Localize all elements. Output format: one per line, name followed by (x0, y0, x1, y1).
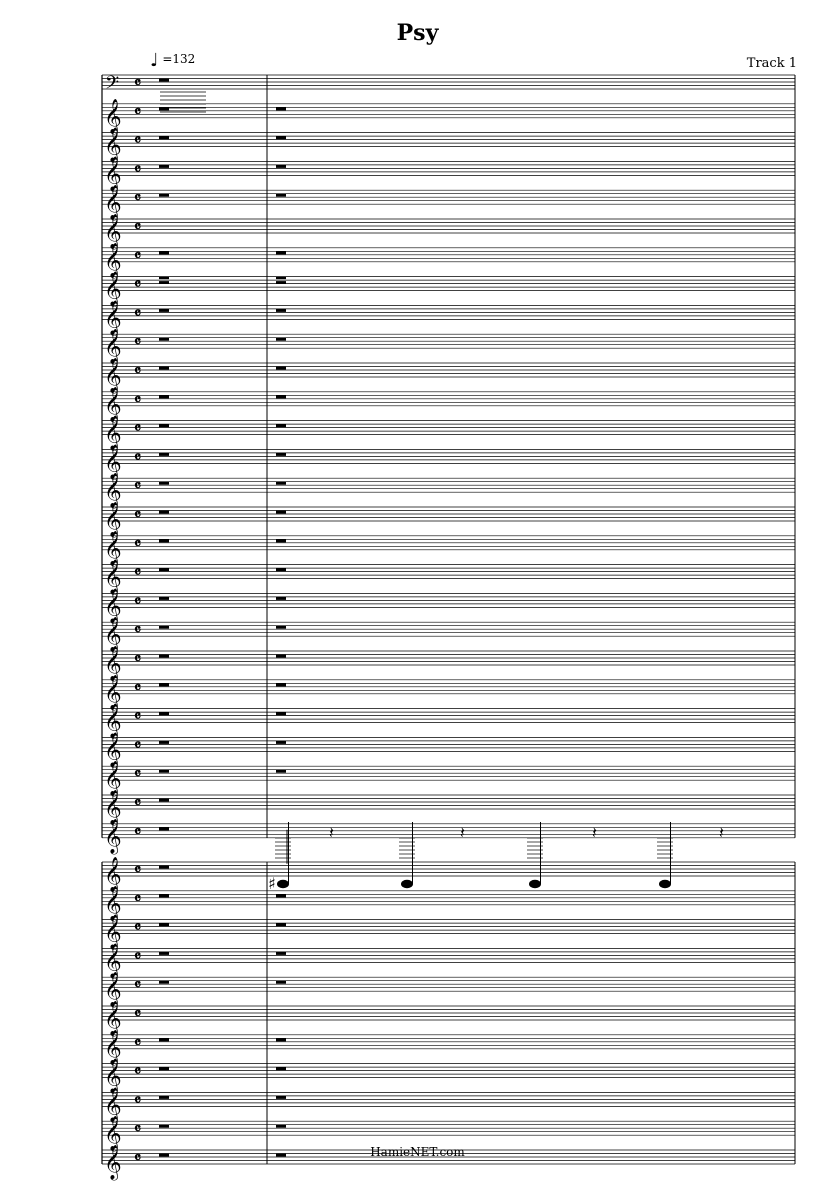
time-signature: 𝄴 (134, 245, 142, 265)
tempo-value: 132 (172, 52, 196, 66)
treble-clef-icon: 𝄞 (104, 818, 122, 854)
whole-rest-icon (276, 952, 286, 955)
time-signature: 𝄴 (134, 130, 142, 150)
whole-rest-icon (159, 367, 169, 370)
whole-rest-icon (159, 395, 169, 398)
treble-clef-icon: 𝄞 (104, 386, 122, 422)
whole-rest-icon (276, 981, 286, 984)
treble-clef-icon: 𝄞 (104, 857, 122, 892)
treble-clef-icon: 𝄞 (104, 271, 122, 307)
whole-rest-icon (276, 1125, 286, 1128)
whole-rest-icon (159, 281, 169, 284)
whole-rest-icon (276, 894, 286, 897)
whole-rest-icon (276, 424, 286, 427)
time-signature: 𝄴 (134, 764, 142, 784)
time-signature: 𝄴 (134, 1061, 142, 1081)
treble-clef-icon: 𝄞 (104, 914, 122, 950)
whole-rest-icon (159, 482, 169, 485)
whole-rest-icon (159, 1067, 169, 1070)
whole-rest-icon (159, 923, 169, 926)
time-signature: 𝄴 (134, 562, 142, 582)
whole-rest-icon (276, 107, 286, 110)
time-signature: 𝄴 (134, 860, 142, 879)
treble-clef-icon: 𝄞 (104, 885, 122, 921)
note-head (401, 880, 413, 888)
whole-rest-icon (276, 1067, 286, 1070)
whole-rest-icon (276, 165, 286, 168)
treble-clef-icon: 𝄞 (104, 502, 122, 537)
treble-clef-icon: 𝄞 (104, 127, 122, 163)
whole-rest-icon (276, 338, 286, 341)
treble-clef-icon: 𝄞 (104, 214, 122, 249)
time-signature: 𝄴 (134, 101, 142, 121)
treble-clef-icon: 𝄞 (104, 703, 122, 739)
bass-clef-icon: 𝄢 (105, 73, 120, 98)
treble-clef-icon: 𝄞 (104, 761, 122, 797)
time-signature: 𝄴 (134, 159, 142, 179)
treble-clef-icon: 𝄞 (104, 1116, 122, 1152)
time-signature: 𝄴 (134, 1090, 142, 1110)
whole-rest-icon (159, 1096, 169, 1099)
whole-rest-icon (159, 952, 169, 955)
time-signature: 𝄴 (134, 917, 142, 937)
treble-clef-icon: 𝄞 (104, 588, 122, 624)
whole-rest-icon (159, 655, 169, 658)
whole-rest-icon (159, 277, 169, 280)
whole-rest-icon (159, 338, 169, 341)
whole-rest-icon (276, 367, 286, 370)
whole-rest-icon (276, 683, 286, 686)
quarter-rest-icon: 𝄽 (592, 822, 597, 842)
whole-rest-icon (276, 136, 286, 139)
whole-rest-icon (159, 683, 169, 686)
whole-rest-icon (276, 309, 286, 312)
time-signature: 𝄴 (134, 447, 142, 467)
time-signature: 𝄴 (134, 1148, 142, 1167)
time-signature: 𝄴 (134, 361, 142, 380)
time-signature: 𝄴 (134, 476, 142, 496)
whole-rest-icon (159, 107, 169, 110)
whole-rest-icon (159, 866, 169, 869)
treble-clef-icon: 𝄞 (104, 1001, 122, 1036)
whole-rest-icon (276, 741, 286, 744)
whole-rest-icon (159, 1125, 169, 1128)
treble-clef-icon: 𝄞 (104, 972, 122, 1008)
treble-clef-icon: 𝄞 (104, 242, 122, 278)
time-signature: 𝄴 (134, 649, 142, 668)
whole-rest-icon (159, 981, 169, 984)
whole-rest-icon (276, 281, 286, 284)
whole-rest-icon (276, 923, 286, 926)
treble-clef-icon: 𝄞 (104, 617, 122, 653)
time-signature: 𝄴 (134, 73, 142, 92)
whole-rest-icon (159, 770, 169, 773)
time-signature: 𝄴 (134, 793, 142, 812)
whole-rest-icon (159, 194, 169, 197)
whole-rest-icon (276, 1096, 286, 1099)
treble-clef-icon: 𝄞 (104, 1145, 122, 1180)
whole-rest-icon (276, 511, 286, 514)
treble-clef-icon: 𝄞 (104, 674, 122, 710)
treble-clef-icon: 𝄞 (104, 300, 122, 336)
time-signature: 𝄴 (134, 274, 142, 294)
treble-clef-icon: 𝄞 (104, 1087, 122, 1123)
whole-rest-icon (276, 770, 286, 773)
time-signature: 𝄴 (134, 677, 142, 697)
whole-rest-icon (276, 277, 286, 280)
whole-rest-icon (159, 165, 169, 168)
whole-rest-icon (276, 626, 286, 629)
note-head (529, 880, 541, 888)
treble-clef-icon: 𝄞 (104, 329, 122, 365)
time-signature: 𝄴 (134, 1004, 142, 1023)
time-signature: 𝄴 (134, 217, 142, 236)
treble-clef-icon: 𝄞 (104, 1058, 122, 1094)
quarter-note-icon: ♩ (150, 50, 159, 71)
time-signature: 𝄴 (134, 418, 142, 438)
whole-rest-icon (276, 1038, 286, 1041)
treble-clef-icon: 𝄞 (104, 790, 122, 825)
note-head (277, 880, 289, 888)
whole-rest-icon (159, 741, 169, 744)
treble-clef-icon: 𝄞 (104, 358, 122, 393)
time-signature: 𝄴 (134, 735, 142, 755)
whole-rest-icon (159, 511, 169, 514)
whole-rest-icon (159, 712, 169, 715)
whole-rest-icon (159, 453, 169, 456)
whole-rest-icon (159, 827, 169, 830)
treble-clef-icon: 𝄞 (104, 943, 122, 979)
whole-rest-icon (159, 136, 169, 139)
note-head (659, 880, 671, 888)
treble-clef-icon: 𝄞 (104, 444, 122, 480)
time-signature: 𝄴 (134, 821, 142, 841)
whole-rest-icon (159, 626, 169, 629)
quarter-rest-icon: 𝄽 (460, 822, 465, 842)
whole-rest-icon (276, 395, 286, 398)
time-signature: 𝄴 (134, 188, 142, 208)
whole-rest-icon (276, 712, 286, 715)
treble-clef-icon: 𝄞 (104, 646, 122, 681)
time-signature: 𝄴 (134, 1032, 142, 1052)
time-signature: 𝄴 (134, 533, 142, 553)
whole-rest-icon (276, 482, 286, 485)
whole-rest-icon (276, 251, 286, 254)
treble-clef-icon: 𝄞 (104, 156, 122, 192)
time-signature: 𝄴 (134, 303, 142, 323)
treble-clef-icon: 𝄞 (104, 473, 122, 509)
time-signature: 𝄴 (134, 946, 142, 966)
treble-clef-icon: 𝄞 (104, 415, 122, 451)
time-signature: 𝄴 (134, 332, 142, 352)
footer-credit: HamieNET.com (370, 1145, 465, 1159)
time-signature: 𝄴 (134, 975, 142, 995)
whole-rest-icon (159, 1038, 169, 1041)
tempo-equals: = (162, 52, 173, 66)
treble-clef-icon: 𝄞 (104, 1029, 122, 1065)
whole-rest-icon (276, 597, 286, 600)
whole-rest-icon (159, 597, 169, 600)
treble-clef-icon: 𝄞 (104, 732, 122, 768)
quarter-rest-icon: 𝄽 (329, 822, 334, 842)
treble-clef-icon: 𝄞 (104, 559, 122, 595)
treble-clef-icon: 𝄞 (104, 98, 122, 134)
whole-rest-icon (159, 251, 169, 254)
time-signature: 𝄴 (134, 505, 142, 524)
time-signature: 𝄴 (134, 389, 142, 409)
whole-rest-icon (159, 79, 169, 82)
time-signature: 𝄴 (134, 620, 142, 640)
whole-rest-icon (276, 539, 286, 542)
whole-rest-icon (276, 194, 286, 197)
whole-rest-icon (276, 568, 286, 571)
track-label: Track 1 (746, 56, 797, 71)
treble-clef-icon: 𝄞 (104, 530, 122, 566)
score-title: Psy (396, 20, 439, 46)
treble-clef-icon: 𝄞 (104, 185, 122, 221)
whole-rest-icon (276, 655, 286, 658)
quarter-rest-icon: 𝄽 (719, 822, 724, 842)
whole-rest-icon (276, 453, 286, 456)
whole-rest-icon (159, 799, 169, 802)
sharp-icon: ♯ (268, 874, 276, 893)
time-signature: 𝄴 (134, 888, 142, 908)
whole-rest-icon (159, 568, 169, 571)
whole-rest-icon (159, 309, 169, 312)
time-signature: 𝄴 (134, 1119, 142, 1139)
whole-rest-icon (159, 539, 169, 542)
whole-rest-icon (159, 894, 169, 897)
time-signature: 𝄴 (134, 706, 142, 726)
whole-rest-icon (159, 424, 169, 427)
time-signature: 𝄴 (134, 591, 142, 611)
